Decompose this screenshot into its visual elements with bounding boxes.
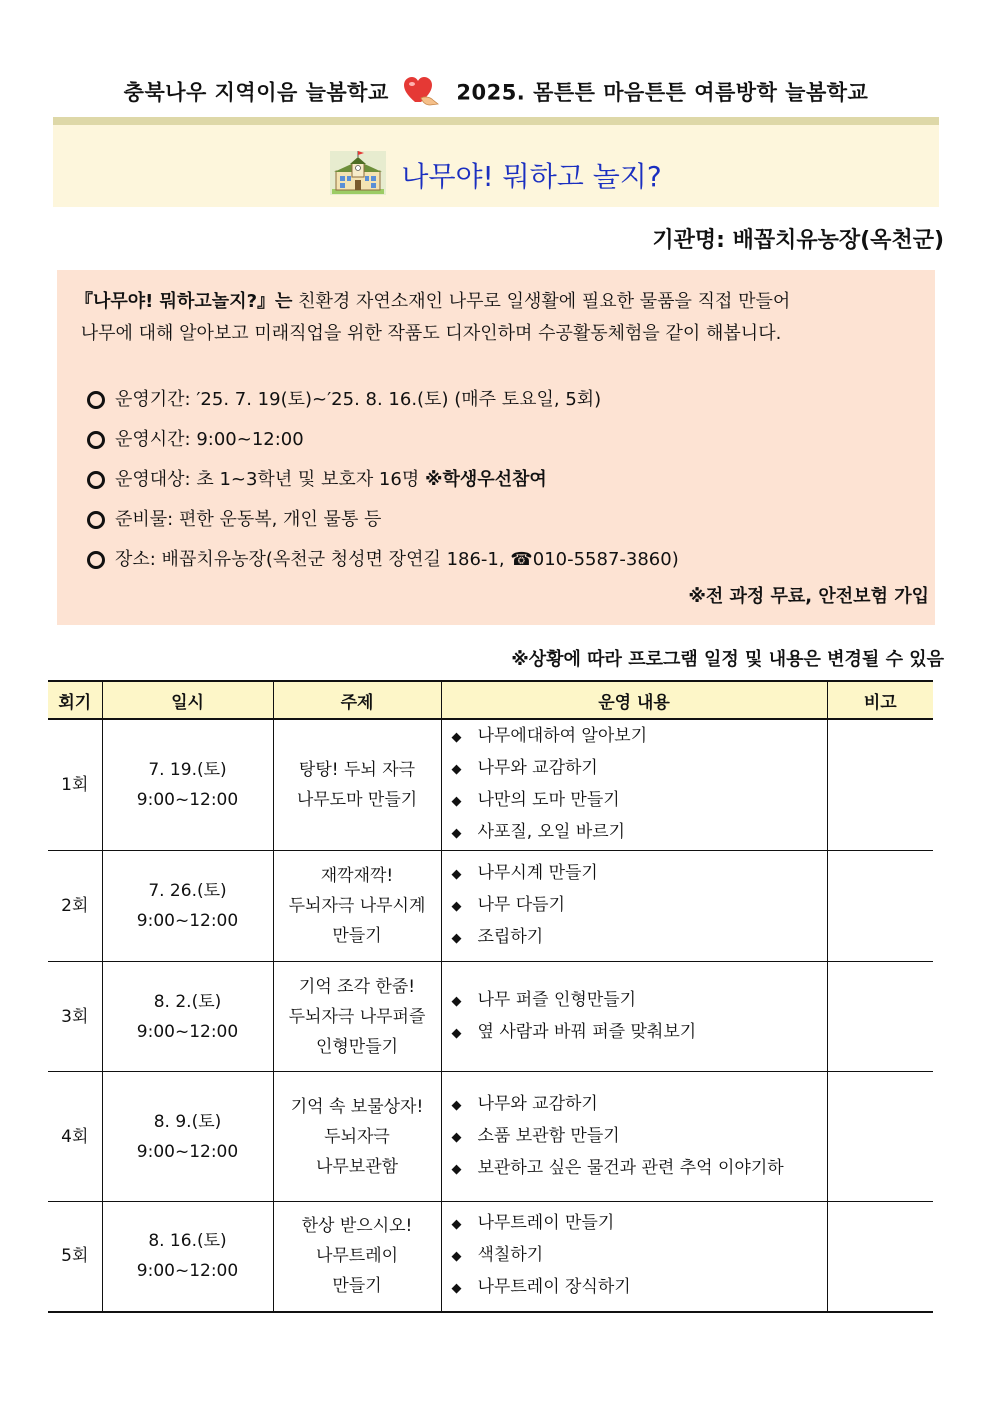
bullet-time: 운영시간: 9:00~12:00 [87,420,907,460]
note-cell [827,962,933,1072]
topic-cell [273,851,441,962]
diamond-bullet-icon: ◆ [451,1025,462,1041]
topic-line: 나무트레이 [315,1246,399,1267]
content-item: ◆ 나무와 교감하기 [450,753,826,785]
topic-line: 나무보관함 [315,1156,399,1177]
bullet-location: 장소: 배꼽치유농장(옥천군 청성면 장연길 186-1, ☎010-5587-3860) [87,540,907,580]
table-header-row [48,681,933,719]
topic-cell [273,719,441,851]
date-text: 8. 9.(토) [153,1111,222,1132]
diamond-bullet-icon: ◆ [451,1217,462,1233]
topic-line: 인형만들기 [315,1036,399,1057]
topic-line: 기억 속 보물상자! [290,1096,424,1117]
content-item: ◆ 나무 퍼즐 인형만들기 [450,985,826,1017]
diamond-bullet-icon: ◆ [451,1097,462,1113]
date-text: 7. 19.(토) [148,760,227,780]
topic-cell [273,1202,441,1312]
content-item: ◆ 옆 사람과 바꿔 퍼즐 맞춰보기 [450,1017,826,1049]
date-text: 8. 2.(토) [153,991,222,1012]
info-bullets [87,380,907,580]
content-item: ◆ 나무 다듬기 [450,890,826,922]
bullet-target: 운영대상: 초 1~3학년 및 보호자 16명 ※학생우선참여 [87,460,907,500]
intro-line1: 친환경 자연소재인 나무로 일생활에 필요한 물품을 직접 만들어 [292,291,791,312]
content-item: ◆ 나무시계 만들기 [450,858,826,890]
topic-line: 재깍재깍! [320,866,394,886]
topic-line: 만들기 [332,926,382,946]
diamond-bullet-icon: ◆ [451,1249,462,1265]
table-row [48,1072,933,1202]
contents-cell [441,1072,827,1202]
time-text: 9:00~12:00 [136,1021,239,1042]
time-text: 9:00~12:00 [136,1261,239,1282]
time-text: 9:00~12:00 [136,1141,239,1162]
diamond-bullet-icon: ◆ [451,993,462,1009]
content-item: ◆ 색칠하기 [450,1240,826,1272]
intro-text [75,286,925,350]
circle-bullet-icon [87,391,105,409]
content-item: ◆ 나무에대하여 알아보기 [450,721,826,753]
date-cell [102,719,273,851]
diamond-bullet-icon: ◆ [451,1281,462,1297]
content-item: ◆ 나무트레이 장식하기 [450,1272,826,1304]
session-cell: 1회 [48,719,102,851]
circle-bullet-icon [87,431,105,449]
header-contents: 운영 내용 [441,681,827,719]
info-box [57,270,935,625]
note-cell [827,1202,933,1312]
note-cell [827,1072,933,1202]
date-text: 8. 16.(토) [148,1231,227,1252]
free-note: ※전 과정 무료, 안전보험 가입 [688,586,929,607]
content-item: ◆ 나만의 도마 만들기 [450,785,826,817]
topic-line: 두뇌자극 나무시계 [288,896,426,916]
date-cell [102,1072,273,1202]
topic-line: 한상 받으시오! [301,1216,413,1237]
header-topic: 주제 [273,681,441,719]
contents-cell [441,1202,827,1312]
heart-hand-icon [403,76,439,111]
diamond-bullet-icon: ◆ [451,794,462,809]
bullet-supplies: 준비물: 편한 운동복, 개인 물통 등 [87,500,907,540]
diamond-bullet-icon: ◆ [451,931,462,946]
organization-name: 기관명: 배꼽치유농장(옥천군) [652,228,944,253]
content-item: ◆ 사포질, 오일 바르기 [450,817,826,849]
topic-line: 만들기 [332,1276,382,1297]
diamond-bullet-icon: ◆ [451,1161,462,1177]
header-left-text: 충북나우 지역이음 늘봄학교 [123,80,389,105]
diamond-bullet-icon: ◆ [451,899,462,914]
date-cell [102,1202,273,1312]
page-title: 나무야! 뭐하고 놀지? [401,160,662,193]
title-banner [53,117,939,207]
topic-line: 두뇌자극 [324,1126,390,1147]
time-text: 9:00~12:00 [136,790,239,810]
topic-line: 탕탕! 두뇌 자극 [298,760,416,780]
diamond-bullet-icon: ◆ [451,1129,462,1145]
circle-bullet-icon [87,511,105,529]
note-cell [827,719,933,851]
date-text: 7. 26.(토) [148,881,227,901]
diamond-bullet-icon: ◆ [451,730,462,745]
intro-bold: 『나무야! 뭐하고놀지?』는 [75,291,293,312]
page-header [0,76,992,111]
content-item: ◆ 보관하고 싶은 물건과 관련 추억 이야기하 [450,1153,826,1185]
session-cell: 3회 [48,962,102,1072]
diamond-bullet-icon: ◆ [451,867,462,882]
header-session: 회기 [48,681,102,719]
school-icon [330,151,386,199]
diamond-bullet-icon: ◆ [451,826,462,841]
content-item: ◆ 조립하기 [450,922,826,954]
contents-cell [441,719,827,851]
content-item: ◆ 나무와 교감하기 [450,1089,826,1121]
session-cell: 4회 [48,1072,102,1202]
session-cell: 2회 [48,851,102,962]
circle-bullet-icon [87,471,105,489]
content-item: ◆ 소품 보관함 만들기 [450,1121,826,1153]
schedule-notice: ※상황에 따라 프로그램 일정 및 내용은 변경될 수 있음 [511,649,944,670]
table-row [48,1202,933,1312]
bullet-period: 운영기간: ′25. 7. 19(토)~′25. 8. 16.(토) (매주 토요일, 5회) [87,380,907,420]
schedule-table [48,680,933,1313]
date-cell [102,962,273,1072]
topic-line: 나무도마 만들기 [296,790,418,810]
content-item: ◆ 나무트레이 만들기 [450,1208,826,1240]
circle-bullet-icon [87,551,105,569]
table-row [48,719,933,851]
topic-line: 두뇌자극 나무퍼즐 [288,1006,426,1027]
note-cell [827,851,933,962]
header-right-text: 2025. 몸튼튼 마음튼튼 여름방학 늘봄학교 [456,80,869,105]
intro-line2: 나무에 대해 알아보고 미래직업을 위한 작품도 디자인하며 수공활동체험을 같이 해봅니다. [80,323,782,344]
contents-cell [441,962,827,1072]
time-text: 9:00~12:00 [136,911,239,931]
topic-line: 기억 조각 한줌! [298,976,416,997]
header-note: 비고 [827,681,933,719]
contents-cell [441,851,827,962]
topic-cell [273,962,441,1072]
session-cell: 5회 [48,1202,102,1312]
diamond-bullet-icon: ◆ [451,762,462,777]
header-date: 일시 [102,681,273,719]
topic-cell [273,1072,441,1202]
table-row [48,851,933,962]
date-cell [102,851,273,962]
table-row [48,962,933,1072]
